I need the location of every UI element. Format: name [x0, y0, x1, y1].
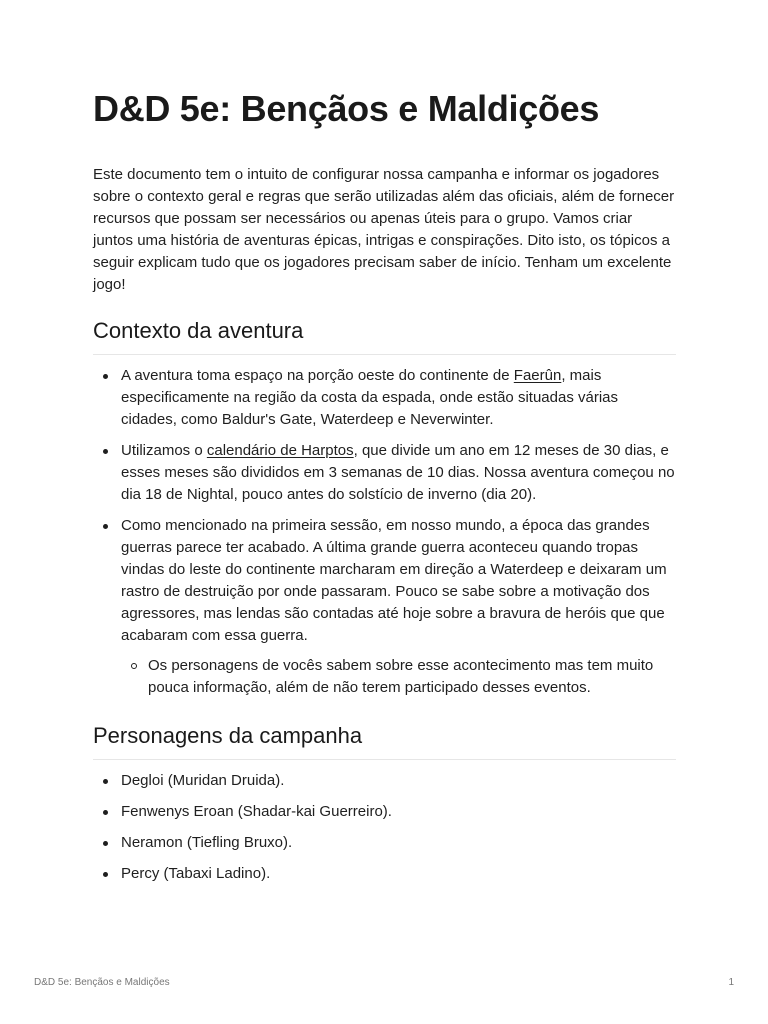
list-item-text: , mais especificamente na região da costa da espada, onde estão situadas várias cidades, como Baldur's Gate, Waterdeep e Neverwinter.	[121, 367, 618, 428]
list-item	[93, 832, 676, 854]
character-name: Fenwenys Eroan (Shadar-kai Guerreiro).	[121, 803, 392, 820]
list-item-text: , que divide um ano em 12 meses de 30 dias, e esses meses são divididos em 3 semanas de 10 dias. Nossa aventura começou no dia 18 de Nightal, pouco antes do solstício de inverno (dia 20).	[121, 442, 675, 503]
bullet-dot-icon	[103, 810, 108, 815]
character-name: Neramon (Tiefling Bruxo).	[121, 834, 293, 851]
list-item	[93, 365, 676, 431]
section-heading-contexto: Contexto da aventura	[93, 316, 676, 355]
bullet-dot-icon	[103, 524, 108, 529]
personagens-list	[93, 770, 676, 885]
sub-list-item-text: Os personagens de vocês sabem sobre esse acontecimento mas tem muito pouca informação, além de não terem participado desses eventos.	[148, 657, 654, 696]
list-item	[93, 801, 676, 823]
sub-list	[121, 655, 676, 699]
intro-paragraph: Este documento tem o intuito de configurar nossa campanha e informar os jogadores sobre o contexto geral e regras que serão utilizadas além das oficiais, além de fornecer recursos que possam ser necessários ou apenas úteis para o grupo. Vamos criar juntos uma história de aventuras épicas, intrigas e conspirações. Dito isto, os tópicos a seguir explicam tudo que os jogadores precisam saber de início. Tenham um excelente jogo!	[93, 166, 675, 293]
faerun-link[interactable]: Faerûn	[513, 367, 562, 384]
bullet-dot-icon	[103, 779, 108, 784]
list-item	[93, 770, 676, 792]
calendario-harptos-link[interactable]: calendário de Harptos	[206, 442, 354, 459]
contexto-list	[93, 365, 676, 699]
list-item-text: Como mencionado na primeira sessão, em nosso mundo, a época das grandes guerras parece ter acabado. A última grande guerra aconteceu quando tropas vindas do leste do continente marcharam em direção a Waterdeep e deixaram um rastro de destruição por onde passaram. Pouco se sabe sobre a motivação dos agressores, mas lendas são contadas até hoje sobre a bravura de heróis que que acabaram com essa guerra.	[121, 517, 667, 644]
section-heading-personagens: Personagens da campanha	[93, 721, 676, 760]
document-page	[93, 86, 676, 907]
footer-page-number: 1	[728, 977, 734, 988]
bullet-dot-icon	[103, 449, 108, 454]
bullet-dot-icon	[103, 841, 108, 846]
bullet-circle-icon	[131, 663, 137, 669]
document-title: D&D 5e: Bençãos e Maldições	[93, 88, 600, 129]
character-name: Degloi (Muridan Druida).	[121, 772, 285, 789]
list-item-text: A aventura toma espaço na porção oeste do continente de	[121, 367, 514, 384]
list-item	[93, 863, 676, 885]
list-item-text: Utilizamos o	[121, 442, 207, 459]
bullet-dot-icon	[103, 374, 108, 379]
character-name: Percy (Tabaxi Ladino).	[121, 865, 271, 882]
sub-list-item	[121, 655, 676, 699]
list-item	[93, 440, 676, 506]
footer-document-title: D&D 5e: Bençãos e Maldições	[34, 977, 170, 988]
list-item	[93, 515, 676, 699]
bullet-dot-icon	[103, 872, 108, 877]
